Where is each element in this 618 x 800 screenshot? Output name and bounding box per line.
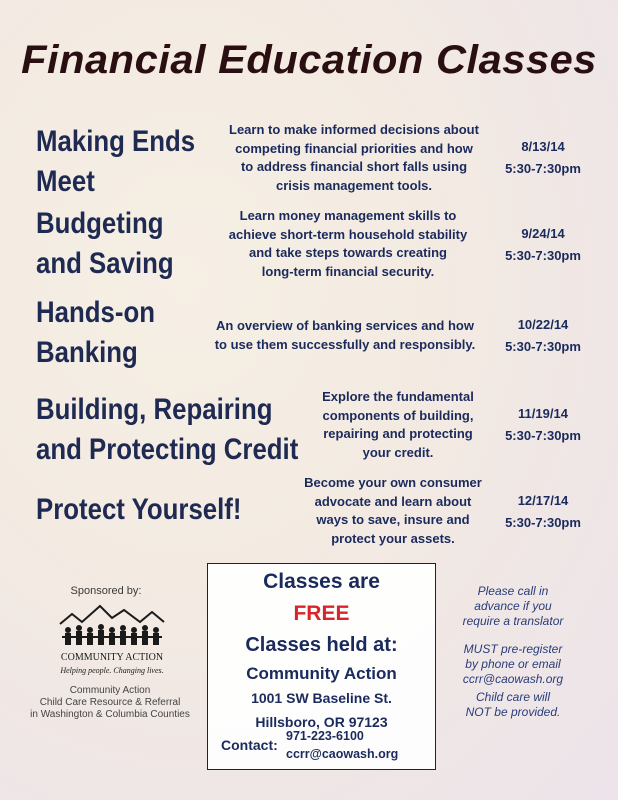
translator-note: Please call in advance if you require a translator xyxy=(462,584,564,628)
class-description: An overview of banking services and how to use them successfully and responsibly. xyxy=(214,318,476,352)
class-date: 8/13/14 xyxy=(521,139,565,154)
venue-name: Community Action xyxy=(246,664,397,683)
class-schedule xyxy=(498,403,588,447)
class-date: 9/24/14 xyxy=(521,226,565,241)
childcare-note: Child care will NOT be provided. xyxy=(465,690,561,719)
class-description: Learn money management skills to achieve short-term household stability and take steps towards creating long-term financial security. xyxy=(228,208,468,279)
class-name: Hands-on Banking xyxy=(36,296,155,369)
class-schedule xyxy=(498,136,588,180)
class-date: 12/17/14 xyxy=(517,493,569,508)
class-name: Making Ends Meet xyxy=(36,125,196,198)
sponsor-organization: Community Action Child Care Resource & Referral in Washington & Columbia Counties xyxy=(30,685,190,720)
held-at-label: Classes held at: xyxy=(245,634,398,656)
class-time: 5:30-7:30pm xyxy=(505,515,581,530)
people-chain-icon xyxy=(52,600,172,680)
class-time: 5:30-7:30pm xyxy=(505,428,581,443)
class-description: Explore the fundamental components of building, repairing and protecting your credit. xyxy=(322,389,474,460)
classes-are-label: Classes are xyxy=(263,570,380,593)
contact-label: Contact: xyxy=(221,737,278,753)
svg-text:Helping people. Changing lives: Helping people. Changing lives. xyxy=(60,666,164,675)
registration-note: MUST pre-register by phone or email ccrr@caowash.org xyxy=(462,642,564,686)
class-date: 10/22/14 xyxy=(517,317,569,332)
class-time: 5:30-7:30pm xyxy=(505,248,581,263)
svg-text:COMMUNITY ACTION: COMMUNITY ACTION xyxy=(60,652,164,663)
class-schedule xyxy=(498,490,588,534)
class-description: Become your own consumer advocate and learn about ways to save, insure and protect your assets. xyxy=(304,475,482,546)
contact-email: ccrr@caowash.org xyxy=(286,747,399,761)
class-name: Protect Yourself! xyxy=(36,493,242,526)
class-info-box xyxy=(207,563,436,770)
class-name: Building, Repairing and Protecting Credit xyxy=(36,393,299,466)
community-action-logo xyxy=(52,600,172,680)
class-time: 5:30-7:30pm xyxy=(505,339,581,354)
free-label: FREE xyxy=(293,602,350,625)
class-schedule xyxy=(498,223,588,267)
class-date: 11/19/14 xyxy=(518,406,568,421)
venue-street: 1001 SW Baseline St. xyxy=(251,690,392,706)
class-schedule xyxy=(498,314,588,358)
class-description: Learn to make informed decisions about competing financial priorities and how to address financial short falls using crisis management tools. xyxy=(229,122,479,193)
class-name: Budgeting and Saving xyxy=(36,207,174,280)
sponsor-label: Sponsored by: xyxy=(70,585,142,597)
venue-city: Hillsboro, OR 97123 xyxy=(255,714,388,730)
class-time: 5:30-7:30pm xyxy=(505,161,581,176)
page-title: Financial Education Classes xyxy=(21,38,597,82)
contact-phone: 971-223-6100 xyxy=(286,729,364,743)
